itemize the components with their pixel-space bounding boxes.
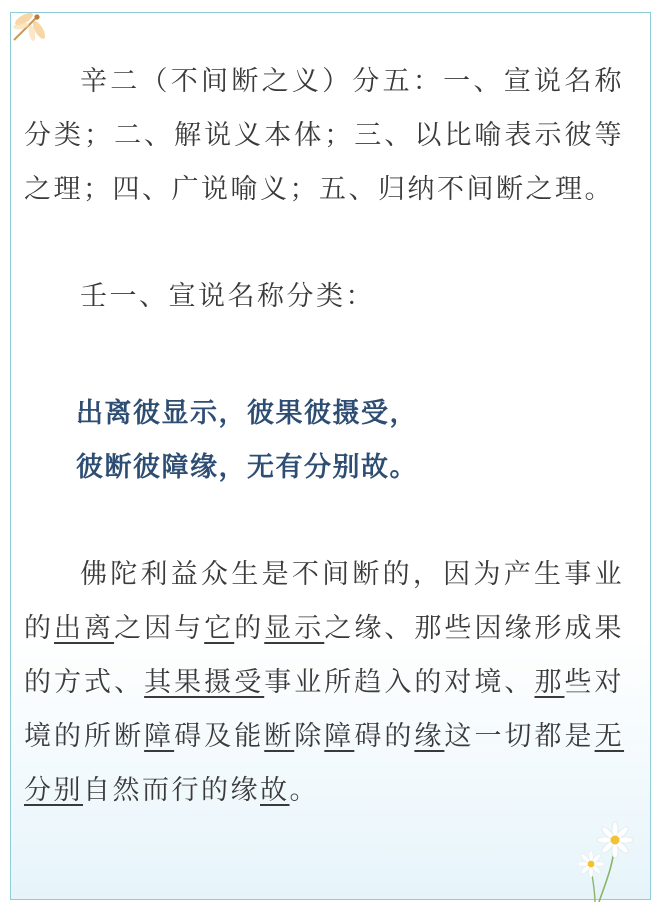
daisy-flowers-icon bbox=[569, 812, 657, 902]
underlined-term: 显示 bbox=[264, 613, 325, 644]
commentary-text: 碍及能 bbox=[174, 721, 265, 752]
commentary-text: 的 bbox=[234, 613, 265, 644]
intro-paragraph: 辛二（不间断之义）分五：一、宣说名称分类；二、解说义本体；三、以比喻表示彼等之理；四、广说喻义；五、归纳不间断之理。 bbox=[24, 66, 624, 205]
underlined-term: 出离 bbox=[54, 613, 115, 644]
dragonfly-icon bbox=[8, 6, 52, 44]
commentary-text: 碍的 bbox=[354, 721, 415, 752]
commentary-text: 些对境的所断 bbox=[24, 667, 625, 752]
underlined-term: 断 bbox=[264, 721, 295, 752]
commentary-text: 这一切都是 bbox=[444, 721, 595, 752]
underlined-term: 障 bbox=[144, 721, 175, 752]
underlined-term: 那 bbox=[534, 667, 565, 698]
underlined-term: 缘 bbox=[414, 721, 445, 752]
underlined-term: 无分别 bbox=[24, 721, 625, 806]
commentary-text: 之缘、那些因缘形成果的方式、 bbox=[24, 613, 625, 698]
commentary-text: 除 bbox=[294, 721, 325, 752]
underlined-term: 它 bbox=[204, 613, 235, 644]
commentary-text: 之因与 bbox=[114, 613, 205, 644]
commentary-text: 事业所趋入的对境、 bbox=[264, 667, 535, 698]
underlined-term: 其果摄受 bbox=[144, 667, 265, 698]
verse-line-2: 彼断彼障缘，无有分别故。 bbox=[76, 452, 418, 483]
commentary-text: 佛陀利益众生是不间断的，因为产生事业的 bbox=[24, 559, 624, 644]
underlined-term: 故 bbox=[260, 775, 290, 806]
verse-line-1: 出离彼显示，彼果彼摄受， bbox=[76, 398, 418, 429]
commentary-paragraph bbox=[24, 548, 624, 818]
section-heading: 壬一、宣说名称分类： bbox=[80, 281, 375, 312]
commentary-text: 自然而行的缘 bbox=[83, 775, 260, 806]
underlined-term: 障 bbox=[324, 721, 355, 752]
commentary-text: 。 bbox=[289, 775, 319, 806]
